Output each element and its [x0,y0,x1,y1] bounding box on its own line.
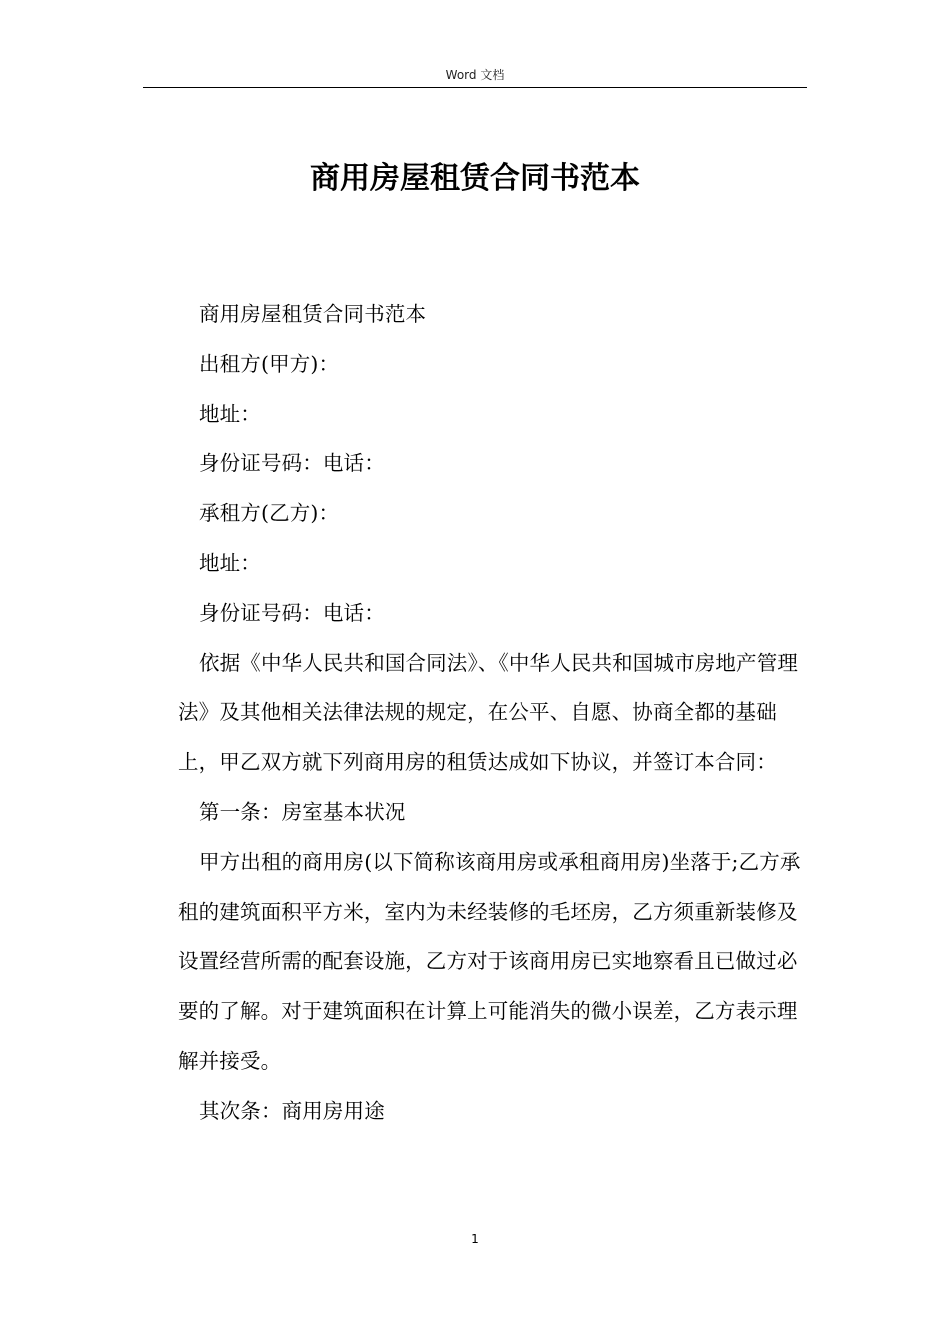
page-number: 1 [471,1232,479,1246]
document-title: 商用房屋租赁合同书范本 [310,161,640,196]
paragraph-lessor: 出租方(甲方)： [199,351,340,376]
paragraph-article-1-heading: 第一条：房室基本状况 [199,799,406,824]
document-body [178,290,804,1137]
header-divider [143,87,807,88]
paragraph-lessor-id-phone: 身份证号码：电话： [199,451,385,476]
paragraph-lessee: 承租方(乙方)： [199,501,340,526]
paragraph-lessee-address: 地址： [199,550,261,575]
paragraph-article-2-heading: 其次条：商用房用途 [199,1098,385,1123]
paragraph-article-1-body: 甲方出租的商用房(以下简称该商用房或承租商用房)坐落于;乙方承租的建筑面积平方米，室内为未经装修的毛坯房，乙方须重新装修及设置经营所需的配套设施，乙方对于该商用房已实地察看且已做过必要的了解。对于建筑面积在计算上可能消失的微小误差，乙方表示理解并接受。 [178,849,801,1073]
paragraph-lessor-address: 地址： [199,401,261,426]
paragraph-legal-basis: 依据《中华人民共和国合同法》、《中华人民共和国城市房地产管理法》及其他相关法律法规的规定，在公平、自愿、协商全都的基础上，甲乙双方就下列商用房的租赁达成如下协议，并签订本合同： [178,650,798,775]
page-header: Word 文档 [445,68,505,82]
paragraph-subtitle: 商用房屋租赁合同书范本 [199,302,427,326]
paragraph-lessee-id-phone: 身份证号码：电话： [199,600,385,625]
